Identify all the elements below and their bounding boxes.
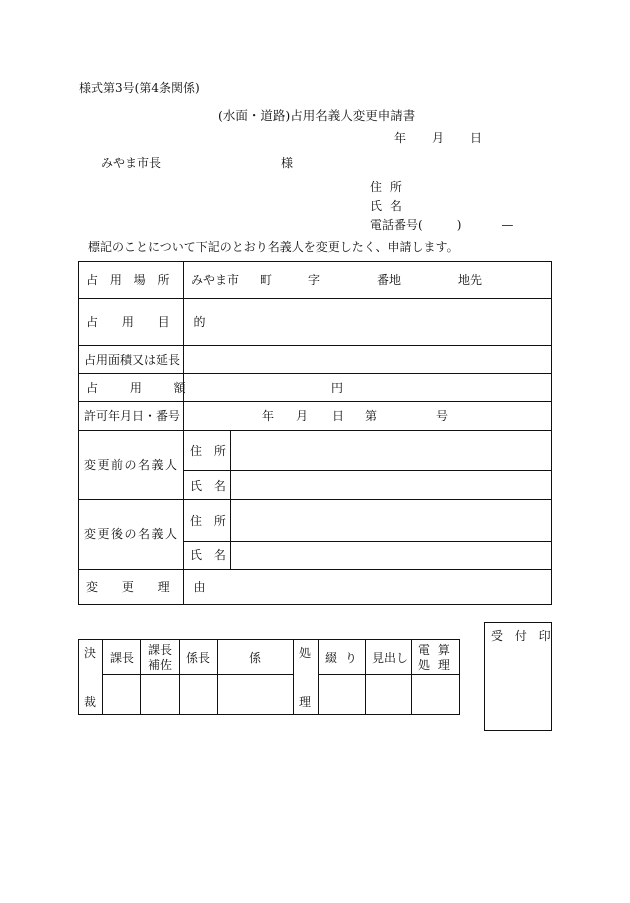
before-name-field[interactable] — [237, 474, 545, 496]
date-year-label: 年 — [394, 131, 407, 145]
amount-field[interactable] — [191, 378, 321, 398]
midashi-cell[interactable] — [367, 676, 410, 713]
permit-day: 日 — [332, 409, 345, 423]
densan-cell[interactable] — [413, 676, 458, 713]
permit-go: 号 — [436, 409, 449, 423]
location-city: みやま市 — [191, 273, 240, 287]
applicant-block — [370, 181, 513, 238]
kakari-stamp-cell[interactable] — [219, 676, 292, 713]
permit-dai: 第 — [365, 409, 378, 423]
form-number: 様式第3号(第4条関係) — [79, 81, 200, 95]
location-label: 占 用 場 所 — [86, 273, 174, 287]
before-address-label: 住 所 — [190, 444, 230, 458]
tsuzuri-cell[interactable] — [320, 676, 364, 713]
shori-bottom: 理 — [299, 695, 312, 709]
location-town: 町 — [260, 273, 273, 287]
before-holder-label: 変更前の名義人 — [84, 458, 179, 472]
intro-statement: 標記のことについて下記のとおり名義人を変更したく、申請します。 — [88, 240, 459, 254]
reason-field[interactable] — [191, 574, 545, 600]
kacho-hosa-stamp-cell[interactable] — [142, 676, 178, 713]
phone-dash: — — [501, 218, 514, 232]
after-name-field[interactable] — [237, 545, 545, 567]
tsuzuri-header: 綴 り — [325, 651, 359, 665]
applicant-phone-line — [370, 219, 513, 238]
after-address-field[interactable] — [237, 505, 545, 537]
kacho-hosa-header-2: 補佐 — [148, 658, 173, 672]
date-month-label: 月 — [432, 131, 445, 145]
kacho-stamp-cell[interactable] — [104, 676, 139, 713]
phone-close: ) — [456, 218, 462, 232]
phone-label: 電話番号( — [370, 218, 423, 232]
kakaricho-header: 係長 — [186, 651, 211, 665]
applicant-address-label: 住 所 — [370, 180, 404, 194]
purpose-label: 占 用 目 的 — [86, 315, 216, 329]
application-date — [394, 132, 482, 144]
after-address-label: 住 所 — [190, 514, 230, 528]
area-label: 占用面積又は延長 — [84, 353, 181, 367]
addressee-name: みやま市長 — [101, 156, 162, 170]
date-day-label: 日 — [470, 131, 483, 145]
permit-month: 月 — [296, 409, 309, 423]
amount-label: 占 用 額 — [86, 381, 200, 395]
permit-label: 許可年月日・番号 — [84, 409, 181, 423]
document-title: (水面・道路)占用名義人変更申請書 — [218, 108, 416, 123]
kacho-header: 課長 — [110, 651, 135, 665]
addressee — [101, 156, 294, 170]
purpose-field[interactable] — [191, 305, 545, 339]
location-saki: 地先 — [458, 273, 483, 287]
location-aza: 字 — [308, 273, 321, 287]
kacho-hosa-header-1: 課長 — [148, 643, 173, 657]
midashi-header: 見出し — [372, 651, 409, 665]
reason-label: 変 更 理 由 — [86, 580, 216, 594]
after-name-label: 氏 名 — [190, 548, 230, 562]
reception-stamp-label: 受 付 印 — [491, 629, 555, 643]
kakari-header: 係 — [249, 651, 262, 665]
before-name-label: 氏 名 — [190, 479, 230, 493]
shori-top: 処 — [299, 646, 312, 660]
area-field[interactable] — [191, 350, 545, 370]
permit-year: 年 — [262, 409, 275, 423]
densan-header-1: 電 算 — [418, 643, 452, 657]
kakaricho-stamp-cell[interactable] — [181, 676, 216, 713]
applicant-name-label: 氏 名 — [370, 199, 404, 213]
densan-header-2: 処 理 — [418, 658, 452, 672]
location-banchi: 番地 — [377, 273, 402, 287]
amount-unit: 円 — [331, 381, 344, 395]
after-holder-label: 変更後の名義人 — [84, 527, 179, 541]
before-address-field[interactable] — [237, 436, 545, 466]
location-field[interactable] — [191, 272, 545, 290]
kessai-bottom: 裁 — [84, 695, 97, 709]
kessai-top: 決 — [84, 646, 97, 660]
addressee-honorific: 様 — [281, 156, 294, 170]
